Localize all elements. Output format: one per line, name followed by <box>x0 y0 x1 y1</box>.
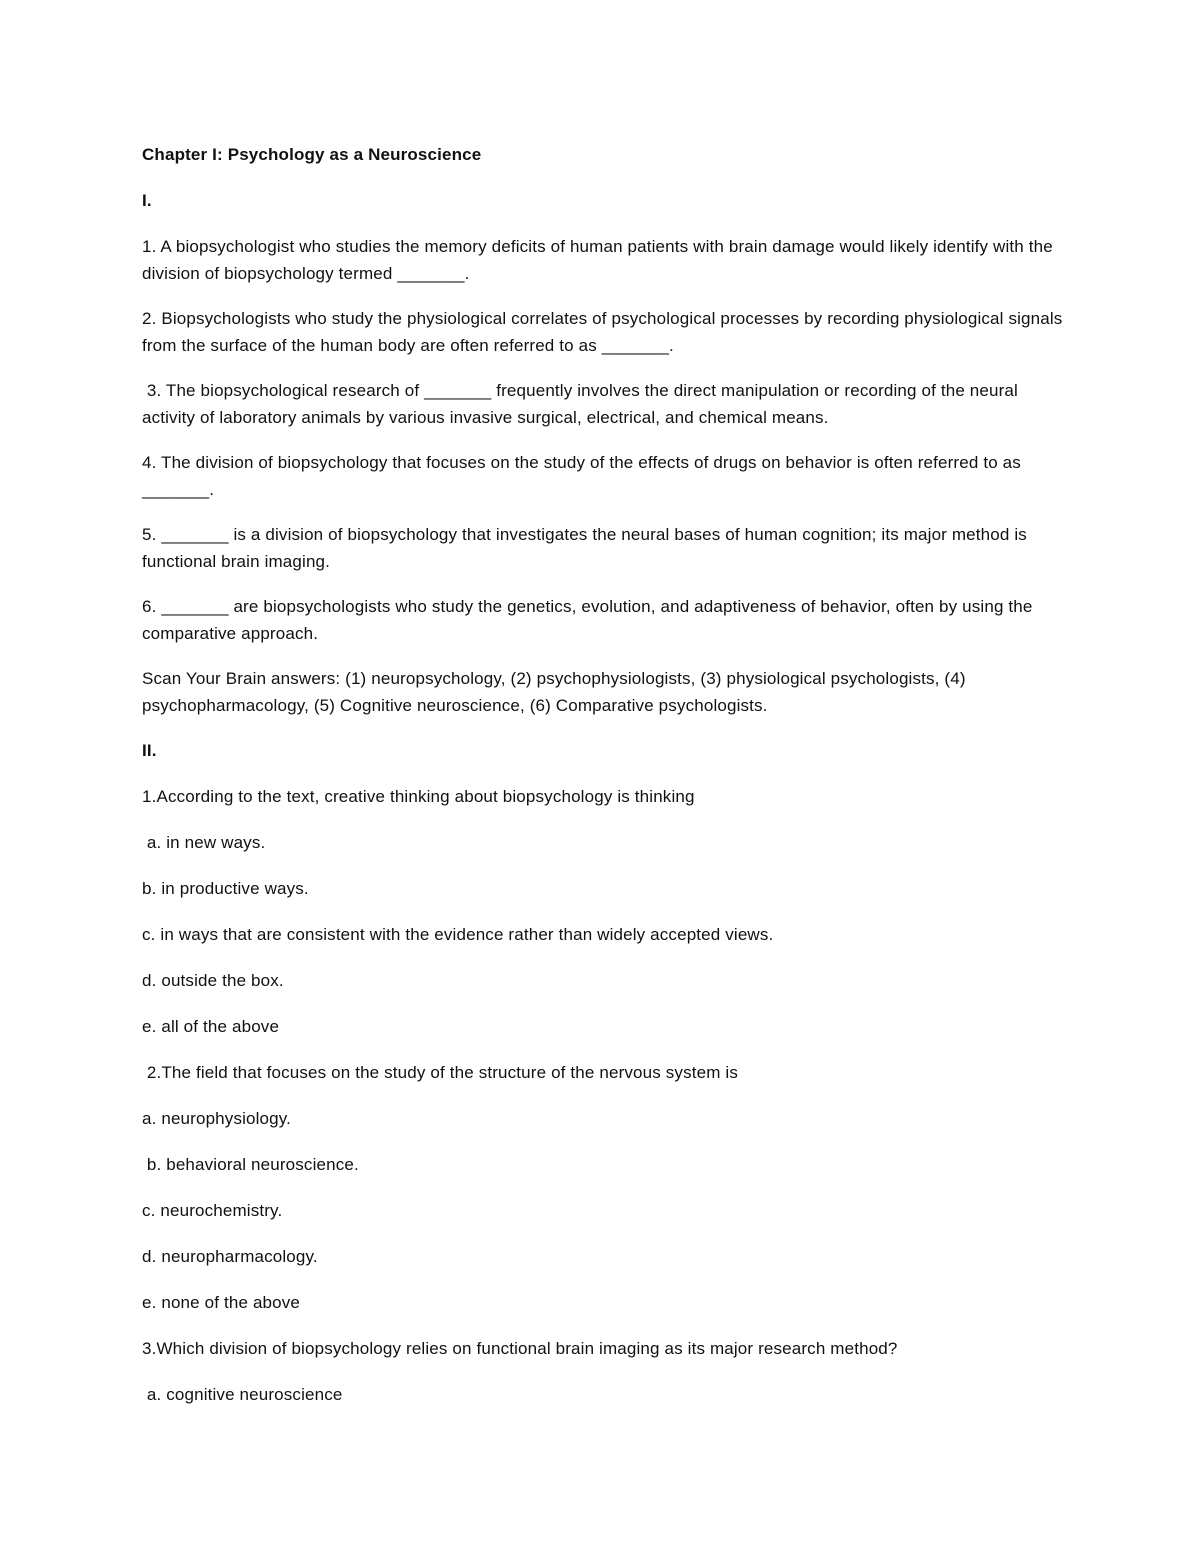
answers-paragraph: Scan Your Brain answers: (1) neuropsychology, (2) psychophysiologists, (3) physiological psychologists, (4) psychopharmacology, (5) Cognitive neuroscience, (6) Comparative psychologists. <box>142 669 971 715</box>
mc-option: d. outside the box. <box>142 971 284 990</box>
document-page <box>142 141 1072 1427</box>
section-heading-1: I. <box>142 191 152 210</box>
question-6: 6. _______ are biopsychologists who study the genetics, evolution, and adaptiveness of behavior, often by using the comparative approach. <box>142 597 1038 643</box>
page-title: Chapter I: Psychology as a Neuroscience <box>142 145 482 164</box>
mc-option: c. in ways that are consistent with the evidence rather than widely accepted views. <box>142 925 774 944</box>
mc-option: c. neurochemistry. <box>142 1201 283 1220</box>
mc-question-1: 1.According to the text, creative thinking about biopsychology is thinking <box>142 787 695 806</box>
mc-question-2: 2.The field that focuses on the study of the structure of the nervous system is <box>142 1063 738 1082</box>
question-3: 3. The biopsychological research of _______ frequently involves the direct manipulation or recording of the neural activity of laboratory animals by various invasive surgical, electrical, and chemical means. <box>142 381 1023 427</box>
mc-option: a. in new ways. <box>142 833 266 852</box>
mc-option: b. in productive ways. <box>142 879 309 898</box>
question-4: 4. The division of biopsychology that focuses on the study of the effects of drugs on behavior is often referred to as _______. <box>142 453 1026 499</box>
mc-option: b. behavioral neuroscience. <box>142 1155 359 1174</box>
question-2: 2. Biopsychologists who study the physiological correlates of psychological processes by recording physiological signals from the surface of the human body are often referred to as _______. <box>142 309 1068 355</box>
mc-option: e. all of the above <box>142 1017 280 1036</box>
mc-question-3: 3.Which division of biopsychology relies on functional brain imaging as its major research method? <box>142 1339 898 1358</box>
section-heading-2: II. <box>142 741 157 760</box>
question-1: 1. A biopsychologist who studies the memory deficits of human patients with brain damage would likely identify with the division of biopsychology termed _______. <box>142 237 1058 283</box>
mc-option: d. neuropharmacology. <box>142 1247 318 1266</box>
mc-option: a. neurophysiology. <box>142 1109 292 1128</box>
mc-option: a. cognitive neuroscience <box>142 1385 343 1404</box>
mc-option: e. none of the above <box>142 1293 301 1312</box>
question-5: 5. _______ is a division of biopsychology that investigates the neural bases of human cognition; its major method is functional brain imaging. <box>142 525 1032 571</box>
